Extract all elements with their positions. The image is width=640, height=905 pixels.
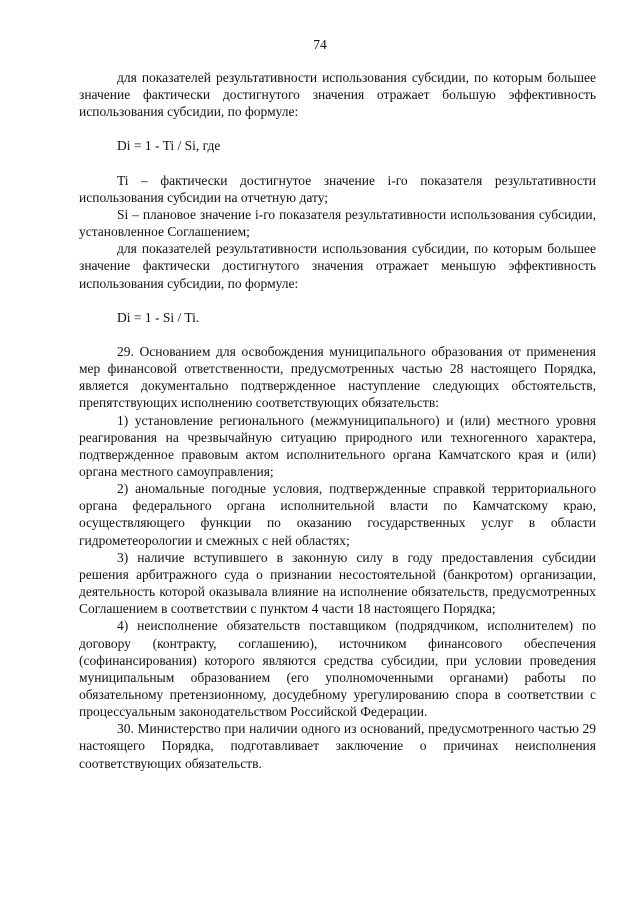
paragraph-clause-29-item-2: 2) аномальные погодные условия, подтвержденные справкой территориального органа федерального органа исполнительной власти по Камчатскому краю, осуществляющего функции по оказанию государственных услуг в области гидрометеорологии и смежных с ней областях; (79, 481, 596, 548)
paragraph-clause-29-item-3: 3) наличие вступившего в законную силу в году предоставления субсидии решения арбитражного суда о признании несостоятельной (банкротом) организации, деятельность которой оказывала влияние на исполнение обязательств, предусмотренных Соглашением в соответствии с пунктом 4 части 18 настоящего Порядка; (79, 549, 596, 617)
paragraph-si-definition: Si – плановое значение i-го показателя результативности использования субсидии, установленное Соглашением; (79, 206, 596, 240)
paragraph-clause-29-item-4: 4) неисполнение обязательств поставщиком (подрядчиком, исполнителем) по договору (контракту, соглашению), источником финансового обеспечения (софинансирования) которого являются средства субсидии, при условии проведения муниципальным образованием (его уполномоченными органами) работы по обязательному претензионному, досудебному урегулированию спора в соответствии с процессуальным законодательством Российской Федерации. (79, 618, 596, 720)
paragraph-intro-larger-better: для показателей результативности использования субсидии, по которым большее значение фактически достигнутого значения отражает большую эффективность использования субсидии, по формуле: (79, 70, 596, 120)
paragraph-clause-30: 30. Министерство при наличии одного из оснований, предусмотренного частью 29 настоящего Порядка, подготавливает заключение о причинах неисполнения соответствующих обязательств. (79, 721, 596, 771)
paragraph-intro-larger-worse: для показателей результативности использования субсидии, по которым большее значение фактически достигнутого значения отражает меньшую эффективность использования субсидии, по формуле: (79, 241, 596, 291)
paragraph-ti-definition: Ti – фактически достигнутое значение i-го показателя результативности использования субсидии на отчетную дату; (79, 172, 596, 205)
formula-di-ti-si: Di = 1 - Ti / Si, где (117, 138, 221, 154)
paragraph-clause-29: 29. Основанием для освобождения муниципального образования от применения мер финансовой ответственности, предусмотренных частью 28 настоящего Порядка, является документально подтвержденное наступление следующих обстоятельств, препятствующих исполнению соответствующих обязательств: (79, 343, 596, 411)
paragraph-clause-29-item-1: 1) установление регионального (межмуниципального) и (или) местного уровня реагирования на чрезвычайную ситуацию природного или техногенного характера, подтвержденное правовым актом исполнительного органа Камчатского края и (или) органа местного самоуправления; (79, 412, 596, 479)
page-number: 74 (313, 37, 327, 52)
formula-di-si-ti: Di = 1 - Si / Ti. (117, 309, 200, 325)
document-body (79, 69, 596, 772)
